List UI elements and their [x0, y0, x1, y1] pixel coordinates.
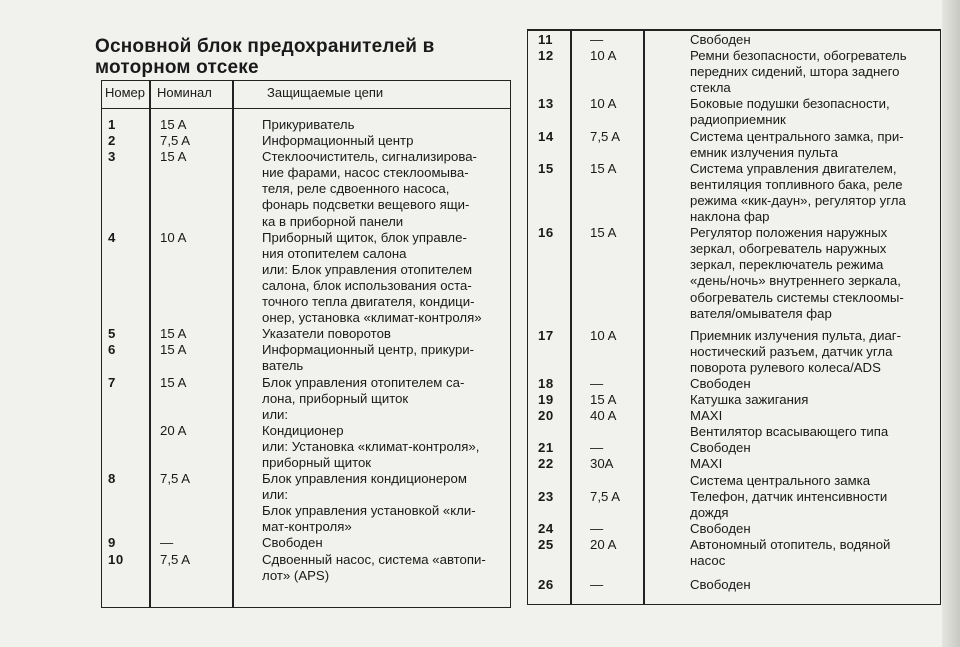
circuit-text: точного тепла двигателя, кондици-: [262, 294, 475, 310]
circuit-text: режима «кик-даун», регулятор угла: [690, 192, 906, 208]
table-body: [528, 32, 940, 593]
fuse-number: 9: [108, 535, 116, 551]
table-row: [528, 521, 940, 537]
header-rating: Номинал: [157, 85, 212, 100]
circuit-text: Система центрального замка: [690, 472, 871, 488]
circuit-text: зеркал, обогреватель наружных: [690, 241, 887, 257]
fuse-rating: 40 A: [590, 408, 617, 424]
table-row: [528, 456, 940, 488]
fuse-number: 17: [538, 327, 554, 343]
circuit-text: Приемник излучения пульта, диаг-: [690, 327, 902, 343]
fuse-rating: 7,5 A: [590, 488, 621, 504]
fuse-number: 20: [538, 408, 554, 424]
circuit-text: Блок управления отопителем са-: [262, 374, 465, 390]
title-line: Основной блок предохранителей в: [95, 36, 435, 57]
circuit-text: Катушка зажигания: [690, 392, 809, 408]
circuit-text: Телефон, датчик интенсивности: [690, 488, 888, 504]
fuse-rating: 15 A: [160, 326, 187, 342]
table-row: [102, 149, 510, 229]
fuse-rating: 15 A: [590, 392, 617, 408]
circuit-text: или:: [262, 406, 289, 422]
fuse-rating: 7,5 A: [160, 471, 191, 487]
circuit-text: лот» (APS): [262, 567, 330, 583]
fuse-number: 16: [538, 225, 554, 241]
fuse-number: 21: [538, 440, 554, 456]
circuit-text: или: Установка «климат-контроля»,: [262, 438, 480, 454]
fuse-number: 7: [108, 374, 116, 390]
circuit-text: Свободен: [690, 32, 751, 47]
circuit-text: Информационный центр: [262, 133, 414, 149]
circuit-text: наклона фар: [690, 209, 770, 225]
circuit-text: вателя/омывателя фар: [690, 305, 832, 321]
circuit-text: Боковые подушки безопасности,: [690, 96, 890, 112]
circuit-text: салона, блок использования оста-: [262, 277, 472, 293]
circuit-text: мат-контроля»: [262, 519, 352, 535]
circuit-text: Сдвоенный насос, система «автопи-: [262, 551, 486, 567]
table-row: [528, 577, 940, 593]
circuit-text: Свободен: [690, 520, 751, 536]
circuit-text: Приборный щиток, блок управле-: [262, 229, 467, 245]
fuse-number: 2: [108, 133, 116, 149]
circuit-text: поворота рулевого колеса/ADS: [690, 359, 881, 375]
fuse-number: 11: [538, 32, 553, 47]
fuse-rating: 15 A: [590, 160, 617, 176]
fuse-rating: —: [590, 577, 604, 593]
circuit-text: или: Блок управления отопителем: [262, 261, 473, 277]
circuit-text: ние фарами, насос стеклоомыва-: [262, 165, 469, 181]
header-circuits: Защищаемые цепи: [267, 85, 384, 100]
table-row: [528, 376, 940, 392]
circuit-text: ватель: [262, 358, 304, 374]
fuse-number: 3: [108, 149, 116, 165]
circuit-text: MAXI: [690, 456, 723, 472]
fuse-rating: 7,5 A: [160, 133, 191, 149]
fuse-number: 5: [108, 326, 116, 342]
circuit-text: ка в приборной панели: [262, 213, 404, 229]
table-row: [102, 423, 510, 471]
fuse-table-right: [527, 29, 941, 605]
fuse-number: 22: [538, 456, 554, 472]
page-edge-shadow: [942, 0, 960, 647]
fuse-number: 4: [108, 229, 116, 245]
fuse-rating: 20 A: [590, 536, 617, 552]
circuit-text: Свободен: [690, 440, 751, 456]
fuse-rating: 10 A: [590, 48, 617, 64]
circuit-text: вентиляция топливного бака, реле: [690, 176, 903, 192]
fuse-table-left: [101, 80, 511, 608]
circuit-text: Свободен: [262, 535, 323, 551]
circuit-text: зеркал, переключатель режима: [690, 257, 884, 273]
fuse-rating: 15 A: [160, 342, 187, 358]
fuse-rating: 10 A: [590, 327, 617, 343]
fuse-number: 26: [538, 577, 554, 593]
circuit-text: «день/ночь» внутреннего зеркала,: [690, 273, 901, 289]
circuit-text: Прикуриватель: [262, 117, 355, 132]
table-row: [528, 392, 940, 408]
circuit-text: Свободен: [690, 375, 751, 391]
circuit-text: Информационный центр, прикури-: [262, 342, 475, 358]
table-row: [528, 537, 940, 569]
fuse-number: 19: [538, 392, 554, 408]
table-row: [102, 326, 510, 342]
circuit-text: онер, установка «климат-контроля»: [262, 310, 482, 326]
fuse-rating: 10 A: [590, 96, 617, 112]
fuse-rating: 15 A: [160, 117, 187, 132]
table-row: [102, 117, 510, 133]
circuit-text: обогреватель системы стеклоомы-: [690, 289, 904, 305]
circuit-text: Регулятор положения наружных: [690, 225, 888, 241]
fuse-rating: —: [160, 535, 174, 551]
fuse-number: 23: [538, 488, 554, 504]
fuse-number: 1: [108, 117, 116, 132]
circuit-text: фонарь подсветки вещевого ящи-: [262, 197, 470, 213]
circuit-text: Вентилятор всасывающего типа: [690, 424, 889, 440]
circuit-text: Ремни безопасности, обогреватель: [690, 48, 907, 64]
fuse-number: 18: [538, 375, 554, 391]
circuit-text: насос: [690, 553, 726, 568]
fuse-number: 25: [538, 536, 554, 552]
fuse-number: 6: [108, 342, 116, 358]
header-number: Номер: [105, 85, 146, 100]
circuit-text: Блок управления установкой «кли-: [262, 503, 476, 519]
fuse-number: 8: [108, 471, 116, 487]
fuse-rating: 15 A: [590, 225, 617, 241]
circuit-text: Автономный отопитель, водяной: [690, 536, 891, 552]
table-row: [102, 552, 510, 584]
circuit-text: Указатели поворотов: [262, 326, 391, 342]
fuse-number: 13: [538, 96, 554, 112]
fuse-rating: —: [590, 32, 604, 47]
circuit-text: Система управления двигателем,: [690, 160, 897, 176]
table-row: [528, 161, 940, 225]
circuit-text: Свободен: [690, 577, 751, 593]
circuit-text: MAXI: [690, 408, 723, 424]
table-row: [102, 342, 510, 374]
fuse-rating: —: [590, 375, 604, 391]
table-row: [528, 489, 940, 521]
table-row: [528, 408, 940, 440]
table-row: [528, 129, 940, 161]
fuse-rating: 15 A: [160, 374, 187, 390]
table-body: [102, 117, 510, 584]
table-row: [528, 32, 940, 48]
circuit-text: или:: [262, 487, 289, 503]
circuit-text: передних сидений, штора заднего: [690, 64, 900, 80]
circuit-text: Кондиционер: [262, 422, 344, 438]
circuit-text: ния отопителем салона: [262, 245, 407, 261]
fuse-number: 15: [538, 160, 554, 176]
circuit-text: Стеклоочиститель, сигнализирова-: [262, 149, 477, 165]
page-title: [95, 36, 434, 78]
table-row: [102, 375, 510, 423]
table-row: [528, 48, 940, 96]
table-row: [102, 471, 510, 535]
table-row: [528, 225, 940, 322]
circuit-text: стекла: [690, 80, 731, 96]
table-row: [102, 230, 510, 327]
circuit-text: Блок управления кондиционером: [262, 471, 467, 487]
circuit-text: емник излучения пульта: [690, 144, 838, 160]
fuse-rating: —: [590, 440, 604, 456]
fuse-number: 10: [108, 551, 124, 567]
fuse-rating: 20 A: [160, 422, 187, 438]
circuit-text: теля, реле сдвоенного насоса,: [262, 181, 450, 197]
fuse-number: 14: [538, 128, 554, 144]
fuse-rating: 15 A: [160, 149, 187, 165]
table-row: [528, 328, 940, 376]
table-row: [528, 440, 940, 456]
circuit-text: радиоприемник: [690, 112, 786, 128]
title-line: моторном отсеке: [95, 57, 259, 78]
circuit-text: ностический разъем, датчик угла: [690, 343, 893, 359]
fuse-rating: 7,5 A: [590, 128, 621, 144]
fuse-rating: 30A: [590, 456, 614, 472]
table-row: [102, 133, 510, 149]
fuse-rating: 7,5 A: [160, 551, 191, 567]
circuit-text: приборный щиток: [262, 454, 372, 470]
table-row: [102, 535, 510, 551]
circuit-text: дождя: [690, 504, 729, 520]
fuse-number: 12: [538, 48, 554, 64]
fuse-rating: —: [590, 520, 604, 536]
table-row: [528, 96, 940, 128]
fuse-number: 24: [538, 520, 554, 536]
circuit-text: Система центрального замка, при-: [690, 128, 904, 144]
circuit-text: лона, приборный щиток: [262, 390, 409, 406]
fuse-rating: 10 A: [160, 229, 187, 245]
table-header: [102, 81, 510, 109]
